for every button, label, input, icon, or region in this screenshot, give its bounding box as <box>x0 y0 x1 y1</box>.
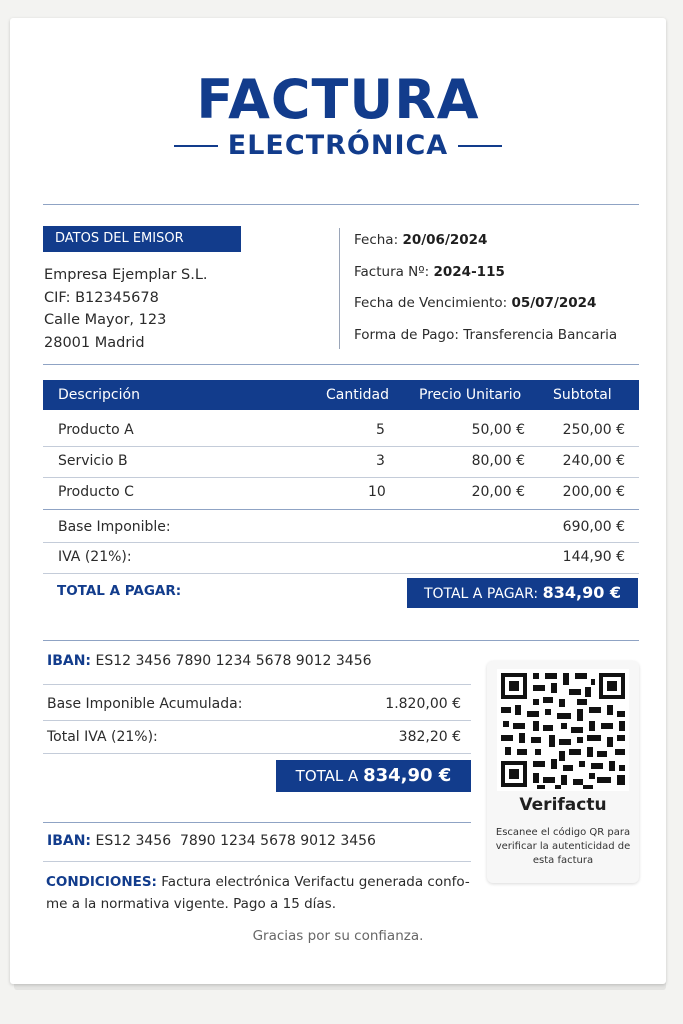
iban-secondary <box>47 833 376 849</box>
conditions <box>46 871 474 915</box>
meta-invoice-label: Factura Nº: <box>354 264 430 280</box>
row-description: Producto C <box>58 484 134 500</box>
items-table-header <box>43 380 639 410</box>
meta-payment <box>354 327 617 343</box>
accumulated-total-box <box>276 760 471 792</box>
meta-divider <box>43 364 639 365</box>
lower-divider <box>43 684 471 685</box>
iban-secondary-label: IBAN: <box>47 833 92 849</box>
iban-secondary-value: ES12 3456 7890 1234 5678 9012 3456 <box>95 833 376 849</box>
total-box-value: 834,90 € <box>542 583 622 602</box>
section-divider <box>43 640 639 641</box>
iban-primary-label: IBAN: <box>47 653 92 669</box>
row-price: 20,00 € <box>471 484 525 500</box>
row-quantity: 3 <box>376 453 385 469</box>
subtitle-rule-right <box>458 145 502 147</box>
row-subtotal: 240,00 € <box>562 453 625 469</box>
table-row <box>43 415 639 446</box>
meta-due-date <box>354 295 596 311</box>
meta-invoice-value: 2024-115 <box>433 264 505 280</box>
row-price: 50,00 € <box>471 422 525 438</box>
meta-date <box>354 232 487 248</box>
lower-divider <box>43 861 471 862</box>
emitter-city: 28001 Madrid <box>44 334 145 351</box>
header-quantity: Cantidad <box>326 387 389 403</box>
base-value: 690,00 € <box>562 519 625 535</box>
base-label: Base Imponible: <box>58 519 171 535</box>
row-description: Producto A <box>58 422 134 438</box>
conditions-text: Factura electrónica Verifactu generada confo-me a la normativa vigente. Pago a 15 días. <box>46 874 470 912</box>
lower-divider <box>43 822 471 823</box>
meta-due-value: 05/07/2024 <box>511 295 597 311</box>
table-row <box>43 477 639 508</box>
total-iva-label: Total IVA (21%): <box>47 729 158 745</box>
meta-date-value: 20/06/2024 <box>402 232 488 248</box>
qr-code-icon[interactable] <box>497 669 629 791</box>
emitter-meta-separator <box>339 228 340 349</box>
header-subtotal: Subtotal <box>553 387 612 403</box>
iva-value: 144,90 € <box>562 549 625 565</box>
row-subtotal: 250,00 € <box>562 422 625 438</box>
row-divider <box>43 573 639 574</box>
verifactu-title: Verifactu <box>519 795 607 815</box>
row-description: Servicio B <box>58 453 128 469</box>
invoice-sheet <box>10 18 666 984</box>
conditions-label: CONDICIONES: <box>46 874 157 890</box>
header-description: Descripción <box>58 387 140 403</box>
iva-label: IVA (21%): <box>58 549 132 565</box>
emitter-cif: CIF: B12345678 <box>44 289 159 306</box>
subtitle-rule-left <box>174 145 218 147</box>
total-box-label: TOTAL A PAGAR: <box>423 586 539 602</box>
invoice-title: FACTURA <box>196 68 480 131</box>
row-quantity: 5 <box>376 422 385 438</box>
accumulated-total-value: 834,90 € <box>363 765 452 786</box>
iban-primary <box>47 653 372 669</box>
emitter-address: Calle Mayor, 123 <box>44 312 167 328</box>
accumulated-base-label: Base Imponible Acumulada: <box>47 696 243 712</box>
thanks-note: Gracias por su confianza. <box>252 928 424 944</box>
items-divider <box>43 509 639 510</box>
invoice-subtitle-row <box>10 130 666 161</box>
meta-due-label: Fecha de Vencimiento: <box>354 295 508 311</box>
iban-primary-value: ES12 3456 7890 1234 5678 9012 3456 <box>95 653 372 669</box>
invoice-subtitle: ELECTRÓNICA <box>227 130 449 161</box>
emitter-name: Empresa Ejemplar S.L. <box>44 267 208 283</box>
header-divider <box>43 204 639 205</box>
meta-payment-label: Forma de Pago: <box>354 327 459 343</box>
row-subtotal: 200,00 € <box>562 484 625 500</box>
base-row <box>43 512 639 543</box>
accumulated-base-row <box>43 688 471 720</box>
accumulated-base-value: 1.820,00 € <box>385 696 461 712</box>
verifactu-card <box>487 661 639 883</box>
emitter-details <box>44 264 208 354</box>
row-price: 80,00 € <box>471 453 525 469</box>
iva-row <box>43 542 639 573</box>
accumulated-total-label: TOTAL A <box>295 767 359 785</box>
row-quantity: 10 <box>368 484 386 500</box>
total-iva-row <box>43 721 471 753</box>
table-row <box>43 446 639 477</box>
total-to-pay-label: TOTAL A PAGAR: <box>57 583 182 599</box>
meta-invoice-number <box>354 264 505 280</box>
header-unit-price: Precio Unitario <box>419 387 522 403</box>
meta-payment-value: Transferencia Bancaria <box>463 327 618 343</box>
lower-divider <box>43 753 471 754</box>
meta-date-label: Fecha: <box>354 232 399 248</box>
total-iva-value: 382,20 € <box>398 729 461 745</box>
verifactu-description: Escanee el código QR para verificar la autenticidad de esta factura <box>495 827 631 866</box>
total-to-pay-box <box>407 578 638 608</box>
emitter-badge: DATOS DEL EMISOR <box>43 226 241 252</box>
